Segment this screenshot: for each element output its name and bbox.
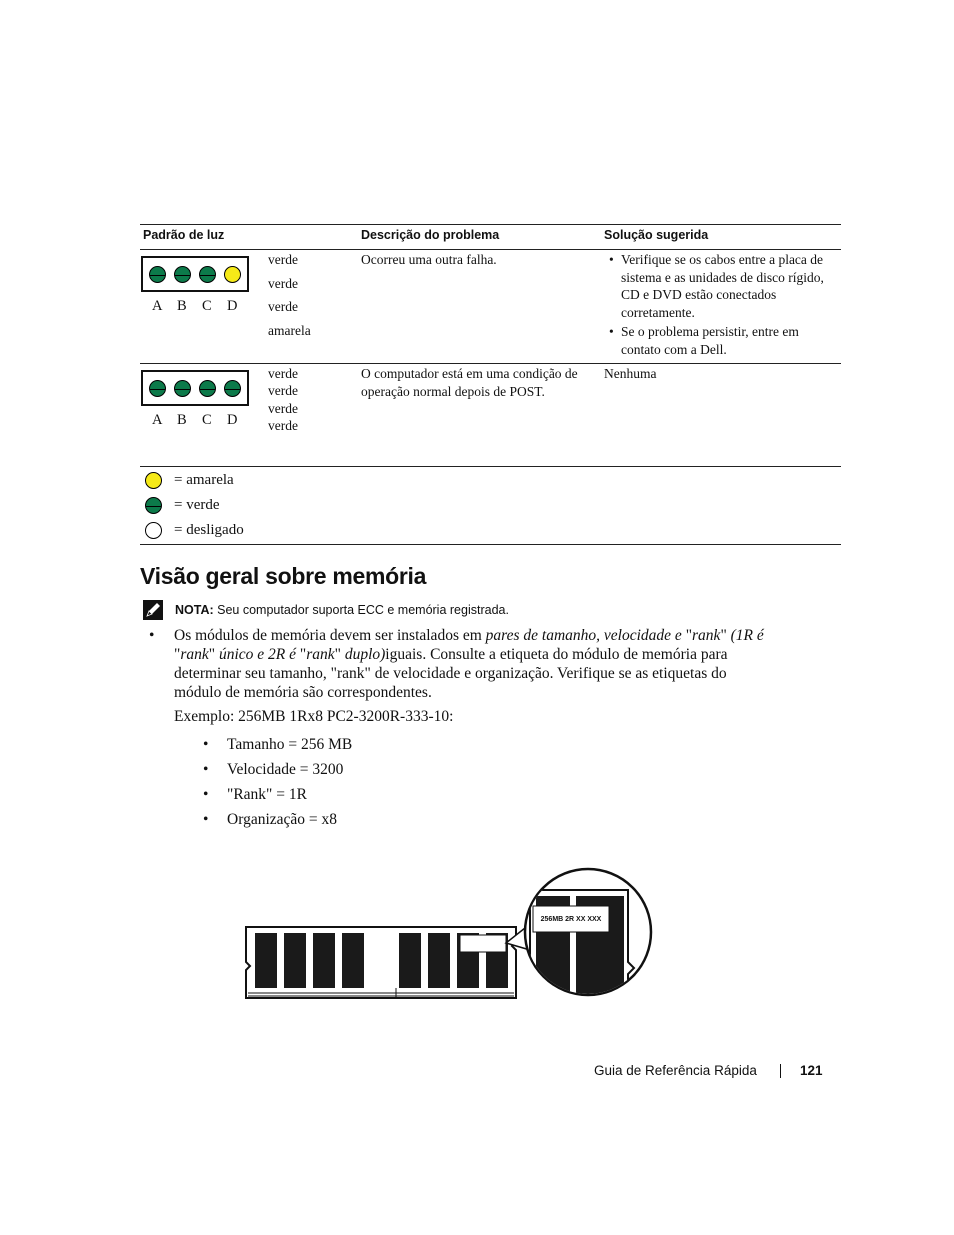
rank-italic: rank (692, 627, 721, 644)
led-color-d: amarela (268, 323, 311, 338)
quote: " (334, 646, 341, 663)
header-suggested-solution: Solução sugerida (604, 228, 709, 242)
zoom-label-text: 256MB 2R XX XXX (540, 916, 602, 923)
led-color-c: verde (268, 401, 298, 416)
led-color-a: verde (268, 252, 298, 267)
note-pencil-icon (143, 600, 163, 620)
header-light-pattern: Padrão de luz (143, 228, 225, 242)
table-header-rule (140, 249, 841, 250)
solution-bullet: • (609, 324, 614, 339)
sub-item-speed: Velocidade = 3200 (227, 761, 344, 778)
para-italic: (1R é (730, 627, 764, 644)
footer-guide-title: Guia de Referência Rápida (594, 1063, 757, 1078)
letter-c: C (202, 298, 212, 314)
legend-green-label: = verde (174, 497, 220, 513)
letter-b: B (177, 412, 187, 428)
problem-description: O computador está em uma condição de operação normal depois de POST. (361, 366, 578, 399)
legend-yellow-label: = amarela (174, 472, 234, 488)
quote: " (299, 646, 307, 663)
led-d-yellow-icon (224, 266, 241, 283)
sub-bullet: • (203, 786, 209, 803)
paragraph-line-3: determinar seu tamanho, "rank" de velocidade e organização. Verifique se as etiquetas do (174, 665, 727, 682)
legend-green-icon (145, 497, 162, 514)
para-italic: duplo) (344, 646, 386, 663)
quote: " (720, 627, 727, 644)
letter-b: B (177, 298, 187, 314)
memory-module-illustration (240, 862, 660, 1007)
table-legend-rule (140, 466, 841, 467)
header-problem-description: Descrição do problema (361, 228, 500, 242)
sub-item-size: Tamanho = 256 MB (227, 736, 353, 753)
paragraph-line-4: módulo de memória são correspondentes. (174, 684, 432, 701)
letter-a: A (152, 412, 163, 428)
memory-chip (342, 933, 364, 988)
note-label: NOTA: (175, 603, 214, 617)
sub-item-organization: Organização = x8 (227, 811, 338, 828)
led-a-green-icon (149, 266, 166, 283)
footer-separator (780, 1064, 781, 1078)
sub-bullet: • (203, 811, 209, 828)
letter-d: D (227, 412, 238, 428)
led-letters (152, 412, 252, 429)
table-row-rule (140, 363, 841, 364)
memory-chip (284, 933, 306, 988)
page-number: 121 (800, 1063, 823, 1078)
memory-paragraph (174, 626, 774, 702)
led-panel (141, 256, 249, 292)
memory-chip (399, 933, 421, 988)
led-b-green-icon (174, 380, 191, 397)
para-italic: pares de tamanho, velocidade e (485, 627, 682, 644)
memory-chip (313, 933, 335, 988)
solution-text: Verifique se os cabos entre a placa de sistema e as unidades de disco rígido, CD e DVD estão conectados corretamente. (621, 252, 824, 320)
led-letters (152, 298, 252, 315)
rank-italic: rank (306, 646, 335, 663)
table-bottom-rule (140, 544, 841, 545)
led-color-b: verde (268, 383, 298, 398)
legend-off-label: = desligado (174, 522, 244, 538)
letter-a: A (152, 298, 163, 314)
sub-item-rank: "Rank" = 1R (227, 786, 307, 803)
led-color-c: verde (268, 299, 298, 314)
para-text: iguais. Consulte a etiqueta do módulo de memória para (385, 646, 728, 663)
solution-text: Se o problema persistir, entre em contato com a Dell. (621, 324, 799, 357)
letter-d: D (227, 298, 238, 314)
legend-off-icon (145, 522, 162, 539)
led-color-d: verde (268, 418, 298, 433)
legend-yellow-icon (145, 472, 162, 489)
memory-label-small (460, 935, 506, 952)
rank-italic: rank (180, 646, 209, 663)
quote: " (685, 627, 693, 644)
led-color-a: verde (268, 366, 298, 381)
quote: " (174, 646, 181, 663)
note-text: Seu computador suporta ECC e memória registrada. (217, 603, 509, 617)
memory-chip (428, 933, 450, 988)
led-panel (141, 370, 249, 406)
led-a-green-icon (149, 380, 166, 397)
example-text: Exemplo: 256MB 1Rx8 PC2-3200R-333-10: (174, 708, 454, 725)
solution-text: Nenhuma (604, 366, 657, 381)
paragraph-line-1 (174, 626, 774, 645)
note (175, 603, 509, 617)
para-text: Os módulos de memória devem ser instalados em (174, 627, 482, 644)
section-title: Visão geral sobre memória (140, 563, 427, 589)
letter-c: C (202, 412, 212, 428)
sub-bullet: • (203, 736, 209, 753)
quote: " (208, 646, 216, 663)
bullet: • (149, 627, 155, 644)
led-c-green-icon (199, 380, 216, 397)
problem-description: Ocorreu uma outra falha. (361, 252, 497, 267)
para-italic: único e 2R é (218, 646, 296, 663)
memory-chip (255, 933, 277, 988)
led-b-green-icon (174, 266, 191, 283)
table-top-rule (140, 224, 841, 225)
led-color-b: verde (268, 276, 298, 291)
solution-bullet: • (609, 252, 614, 267)
led-d-green-icon (224, 380, 241, 397)
led-c-green-icon (199, 266, 216, 283)
paragraph-line-2 (174, 645, 774, 664)
sub-bullet: • (203, 761, 209, 778)
